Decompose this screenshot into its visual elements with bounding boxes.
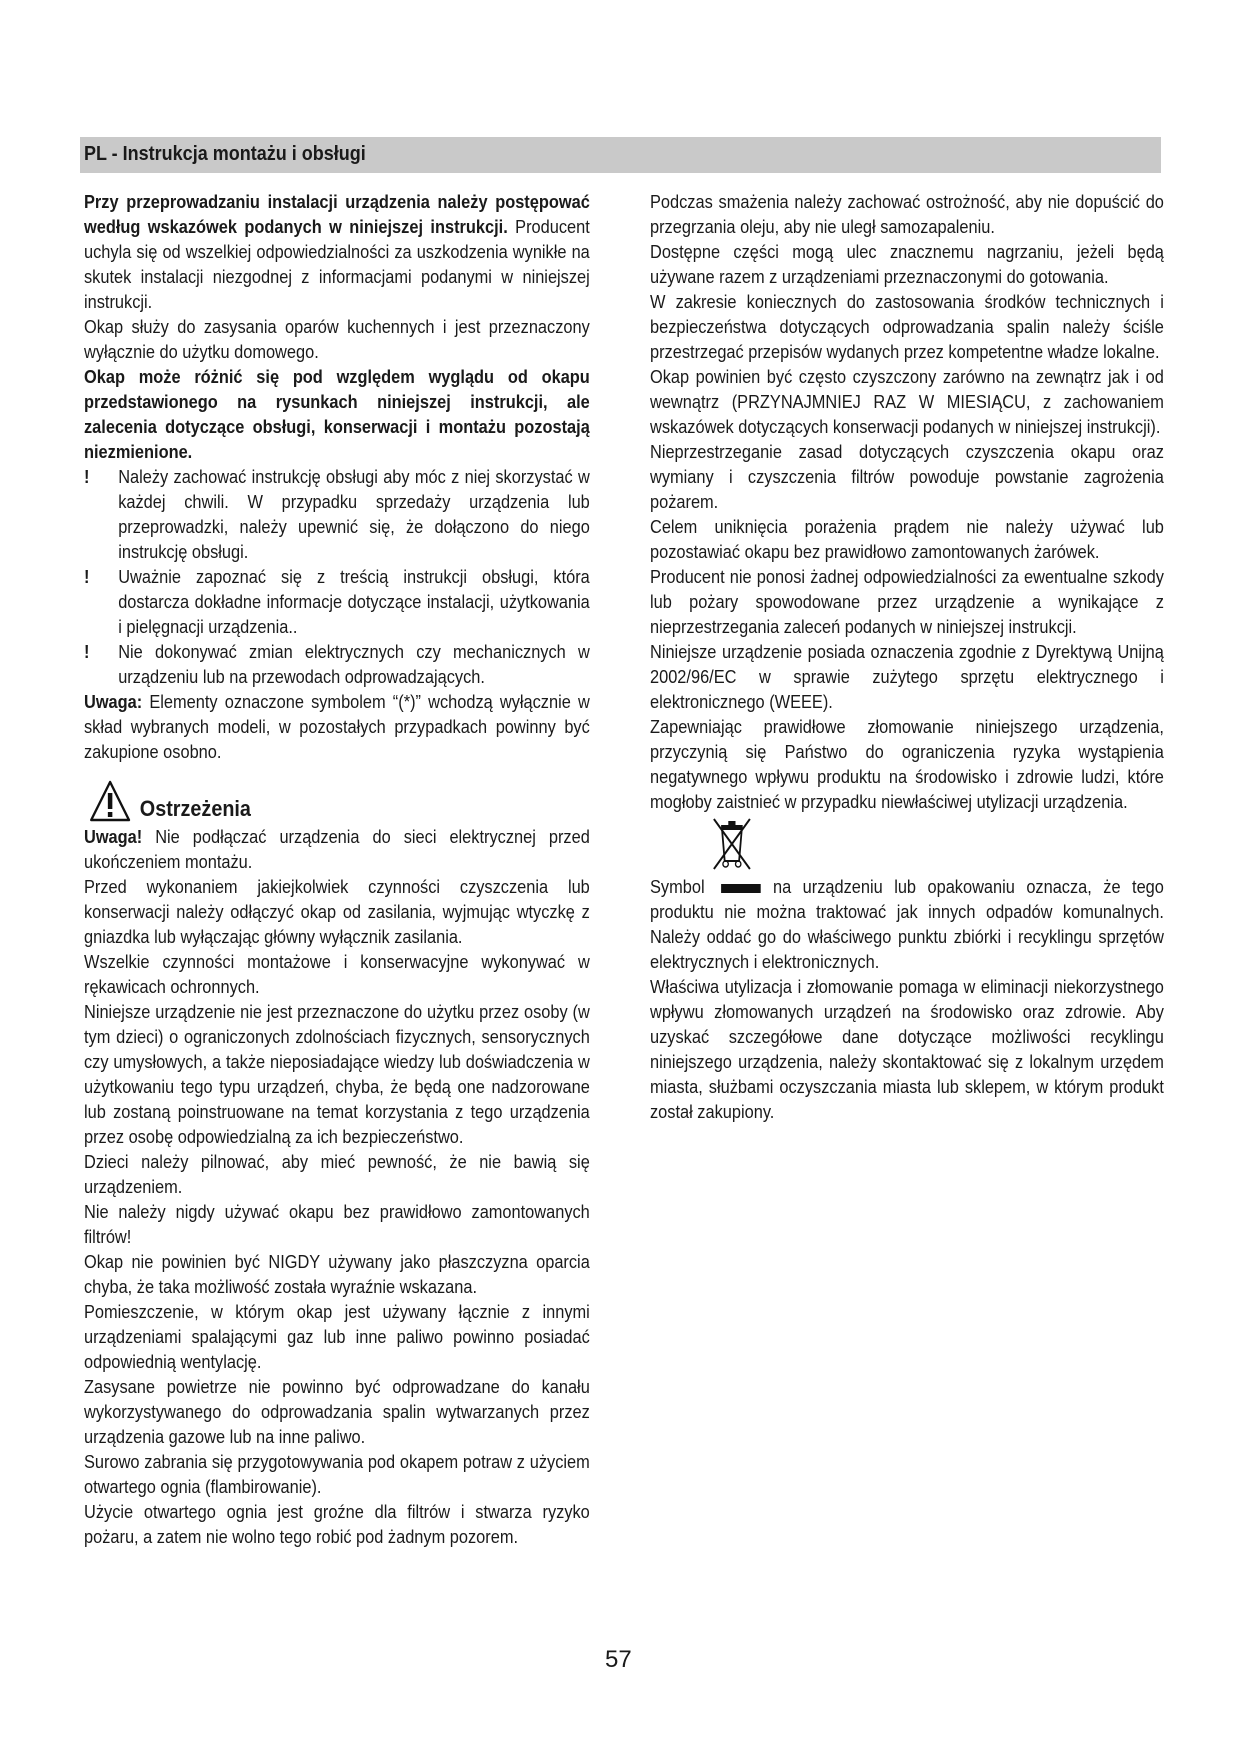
list-item bbox=[84, 565, 590, 640]
exclamation-mark: ! bbox=[84, 567, 90, 587]
black-bar-icon bbox=[721, 884, 761, 893]
bullet-text: Nie dokonywać zmian elektrycznych czy mechanicznych w urządzeniu lub na przewodach odprowadzających. bbox=[118, 642, 590, 687]
body-paragraph: Wszelkie czynności montażowe i konserwacyjne wykonywać w rękawicach ochronnych. bbox=[84, 952, 590, 997]
warning-text: Nie podłączać urządzenia do sieci elektrycznej przed ukończeniem montażu. bbox=[84, 827, 590, 872]
warning-triangle-icon bbox=[89, 779, 130, 823]
body-paragraph: Okap powinien być często czyszczony zarówno na zewnątrz jak i od wewnątrz (PRZYNAJMNIEJ RAZ W MIESIĄCU, z zachowaniem wskazówek dotyczących konserwacji podanych w niniejszej instrukcji). bbox=[650, 367, 1164, 437]
body-paragraph: Podczas smażenia należy zachować ostrożność, aby nie dopuścić do przegrzania oleju, aby nie uległ samozapaleniu. bbox=[650, 192, 1164, 237]
intro-rest: Producent uchyla się od wszelkiej odpowiedzialności za uszkodzenia wynikłe na skutek instalacji niezgodnej z informacjami podanymi w niniejszej instrukcji. bbox=[84, 217, 590, 312]
intro-bold: Przy przeprowadzaniu instalacji urządzenia należy postępować według wskazówek podanych w niniejszej instrukcji. bbox=[84, 192, 590, 237]
body-paragraph: W zakresie koniecznych do zastosowania środków technicznych i bezpieczeństwa dotyczących odprowadzania spalin należy ściśle przestrzegać przepisów wydanych przez kompetentne władze lokalne. bbox=[650, 292, 1164, 362]
body-paragraph: Niniejsze urządzenie posiada oznaczenia zgodnie z Dyrektywą Unijną 2002/96/EC w sprawie zużytego sprzętu elektrycznego i elektronicznego (WEEE). bbox=[650, 642, 1164, 712]
body-paragraph: Zasysane powietrze nie powinno być odprowadzane do kanału wykorzystywanego do odprowadzania spalin wytwarzanych przez urządzenia gazowe lub na inne paliwo. bbox=[84, 1377, 590, 1447]
body-paragraph: Celem uniknięcia porażenia prądem nie należy używać lub pozostawiać okapu bez prawidłowo zamontowanych żarówek. bbox=[650, 517, 1164, 562]
warning-label: Uwaga! bbox=[84, 827, 143, 847]
warnings-title: Ostrzeżenia bbox=[139, 795, 251, 821]
left-column bbox=[84, 190, 590, 1620]
body-paragraph: Pomieszczenie, w którym okap jest używany łącznie z innymi urządzeniami spalającymi gaz lub inne paliwo powinno posiadać odpowiednią wentylację. bbox=[84, 1302, 590, 1372]
right-column bbox=[650, 190, 1164, 1330]
body-paragraph: Niniejsze urządzenie nie jest przeznaczone do użytku przez osoby (w tym dzieci) o ograniczonych zdolnościach fizycznych, sensorycznych czy umysłowych, a także nieposiadające wiedzy lub doświadczenia w użytkowaniu tego typu urządzeń, chyba, że będą one nadzorowane lub zostaną poinstruowane na temat korzystania z tego urządzenia przez osobę odpowiedzialną za ich bezpieczeństwo. bbox=[84, 1002, 590, 1147]
bullet-text: Należy zachować instrukcję obsługi aby móc z niej skorzystać w każdej chwili. W przypadku sprzedaży urządzenia lub przeprowadzki, należy upewnić się, że dołączono do niego instrukcję obsługi. bbox=[118, 467, 590, 562]
weee-symbol-row bbox=[650, 815, 1164, 875]
body-paragraph: Nieprzestrzeganie zasad dotyczących czyszczenia okapu oraz wymiany i czyszczenia filtrów powoduje powstanie zagrożenia pożarem. bbox=[650, 442, 1164, 512]
purpose-paragraph: Okap służy do zasysania oparów kuchennych i jest przeznaczony wyłącznie do użytku domowego. bbox=[84, 317, 590, 362]
body-paragraph: Dostępne części mogą ulec znacznemu nagrzaniu, jeżeli będą używane razem z urządzeniami przeznaczonymi do gotowania. bbox=[650, 242, 1164, 287]
symbol-paragraph bbox=[650, 875, 1164, 975]
body-paragraph: Użycie otwartego ognia jest groźne dla filtrów i stwarza ryzyko pożaru, a zatem nie wolno tego robić pod żadnym pozorem. bbox=[84, 1502, 590, 1547]
page-number: 57 bbox=[605, 1646, 632, 1673]
body-paragraph: Okap nie powinien być NIGDY używany jako płaszczyzna oparcia chyba, że taka możliwość została wyraźnie wskazana. bbox=[84, 1252, 590, 1297]
body-paragraph: Nie należy nigdy używać okapu bez prawidłowo zamontowanych filtrów! bbox=[84, 1202, 590, 1247]
list-item bbox=[84, 465, 590, 565]
bullet-text: Uważnie zapoznać się z treścią instrukcji obsługi, która dostarcza dokładne informacje dotyczące instalacji, użytkowania i pielęgnacji urządzenia.. bbox=[118, 567, 590, 637]
body-paragraph: Surowo zabrania się przygotowywania pod okapem potraw z użyciem otwartego ognia (flambirowanie). bbox=[84, 1452, 590, 1497]
intro-paragraph bbox=[84, 190, 590, 315]
body-paragraph: Przed wykonaniem jakiejkolwiek czynności czyszczenia lub konserwacji należy odłączyć okap od zasilania, wyjmując wtyczkę z gniazdka lub wyłączając główny wyłącznik zasilania. bbox=[84, 877, 590, 947]
note-paragraph bbox=[84, 690, 590, 765]
body-paragraph: Zapewniając prawidłowe złomowanie niniejszego urządzenia, przyczynią się Państwo do ograniczenia ryzyka wystąpienia negatywnego wpływu produktu na środowisko i zdrowie ludzi, które mogłoby zaistnieć w przypadku niewłaściwej utylizacji urządzenia. bbox=[650, 717, 1164, 812]
crossed-bin-icon bbox=[709, 817, 756, 873]
symbol-label: Symbol bbox=[650, 877, 705, 897]
body-paragraph: Producent nie ponosi żadnej odpowiedzialności za ewentualne szkody lub pożary spowodowane przez urządzenie a wynikające z nieprzestrzegania zaleceń podanych w niniejszej instrukcji. bbox=[650, 567, 1164, 637]
page-title: PL - Instrukcja montażu i obsługi bbox=[84, 143, 366, 165]
exclamation-mark: ! bbox=[84, 467, 90, 487]
variation-paragraph: Okap może różnić się pod względem wyglądu od okapu przedstawionego na rysunkach niniejszej instrukcji, ale zalecenia dotyczące obsługi, konserwacji i montażu pozostają niezmienione. bbox=[84, 367, 590, 462]
body-paragraph: Właściwa utylizacja i złomowanie pomaga w eliminacji niekorzystnego wpływu złomowanych urządzeń na środowisko oraz zdrowie. Aby uzyskać szczegółowe dane dotyczące możliwości recyklingu niniejszego urządzenia, należy skontaktować się z lokalnym urzędem miasta, służbami oczyszczania miasta lub sklepem, w którym produkt został zakupiony. bbox=[650, 977, 1164, 1122]
exclamation-mark: ! bbox=[84, 642, 90, 662]
warnings-heading bbox=[84, 777, 590, 825]
list-item bbox=[84, 640, 590, 690]
body-paragraph: Dzieci należy pilnować, aby mieć pewność, że nie bawią się urządzeniem. bbox=[84, 1152, 590, 1197]
note-label: Uwaga: bbox=[84, 692, 143, 712]
warning-paragraph bbox=[84, 825, 590, 875]
note-text: Elementy oznaczone symbolem “(*)” wchodzą wyłącznie w skład wybranych modeli, w pozostałych przypadkach powinny być zakupione osobno. bbox=[84, 692, 590, 762]
symbol-text: na urządzeniu lub opakowaniu oznacza, że tego produktu nie można traktować jak innych odpadów komunalnych. Należy oddać go do właściwego punktu zbiórki i recyklingu sprzętów elektrycznych i elektronicznych. bbox=[650, 877, 1164, 972]
